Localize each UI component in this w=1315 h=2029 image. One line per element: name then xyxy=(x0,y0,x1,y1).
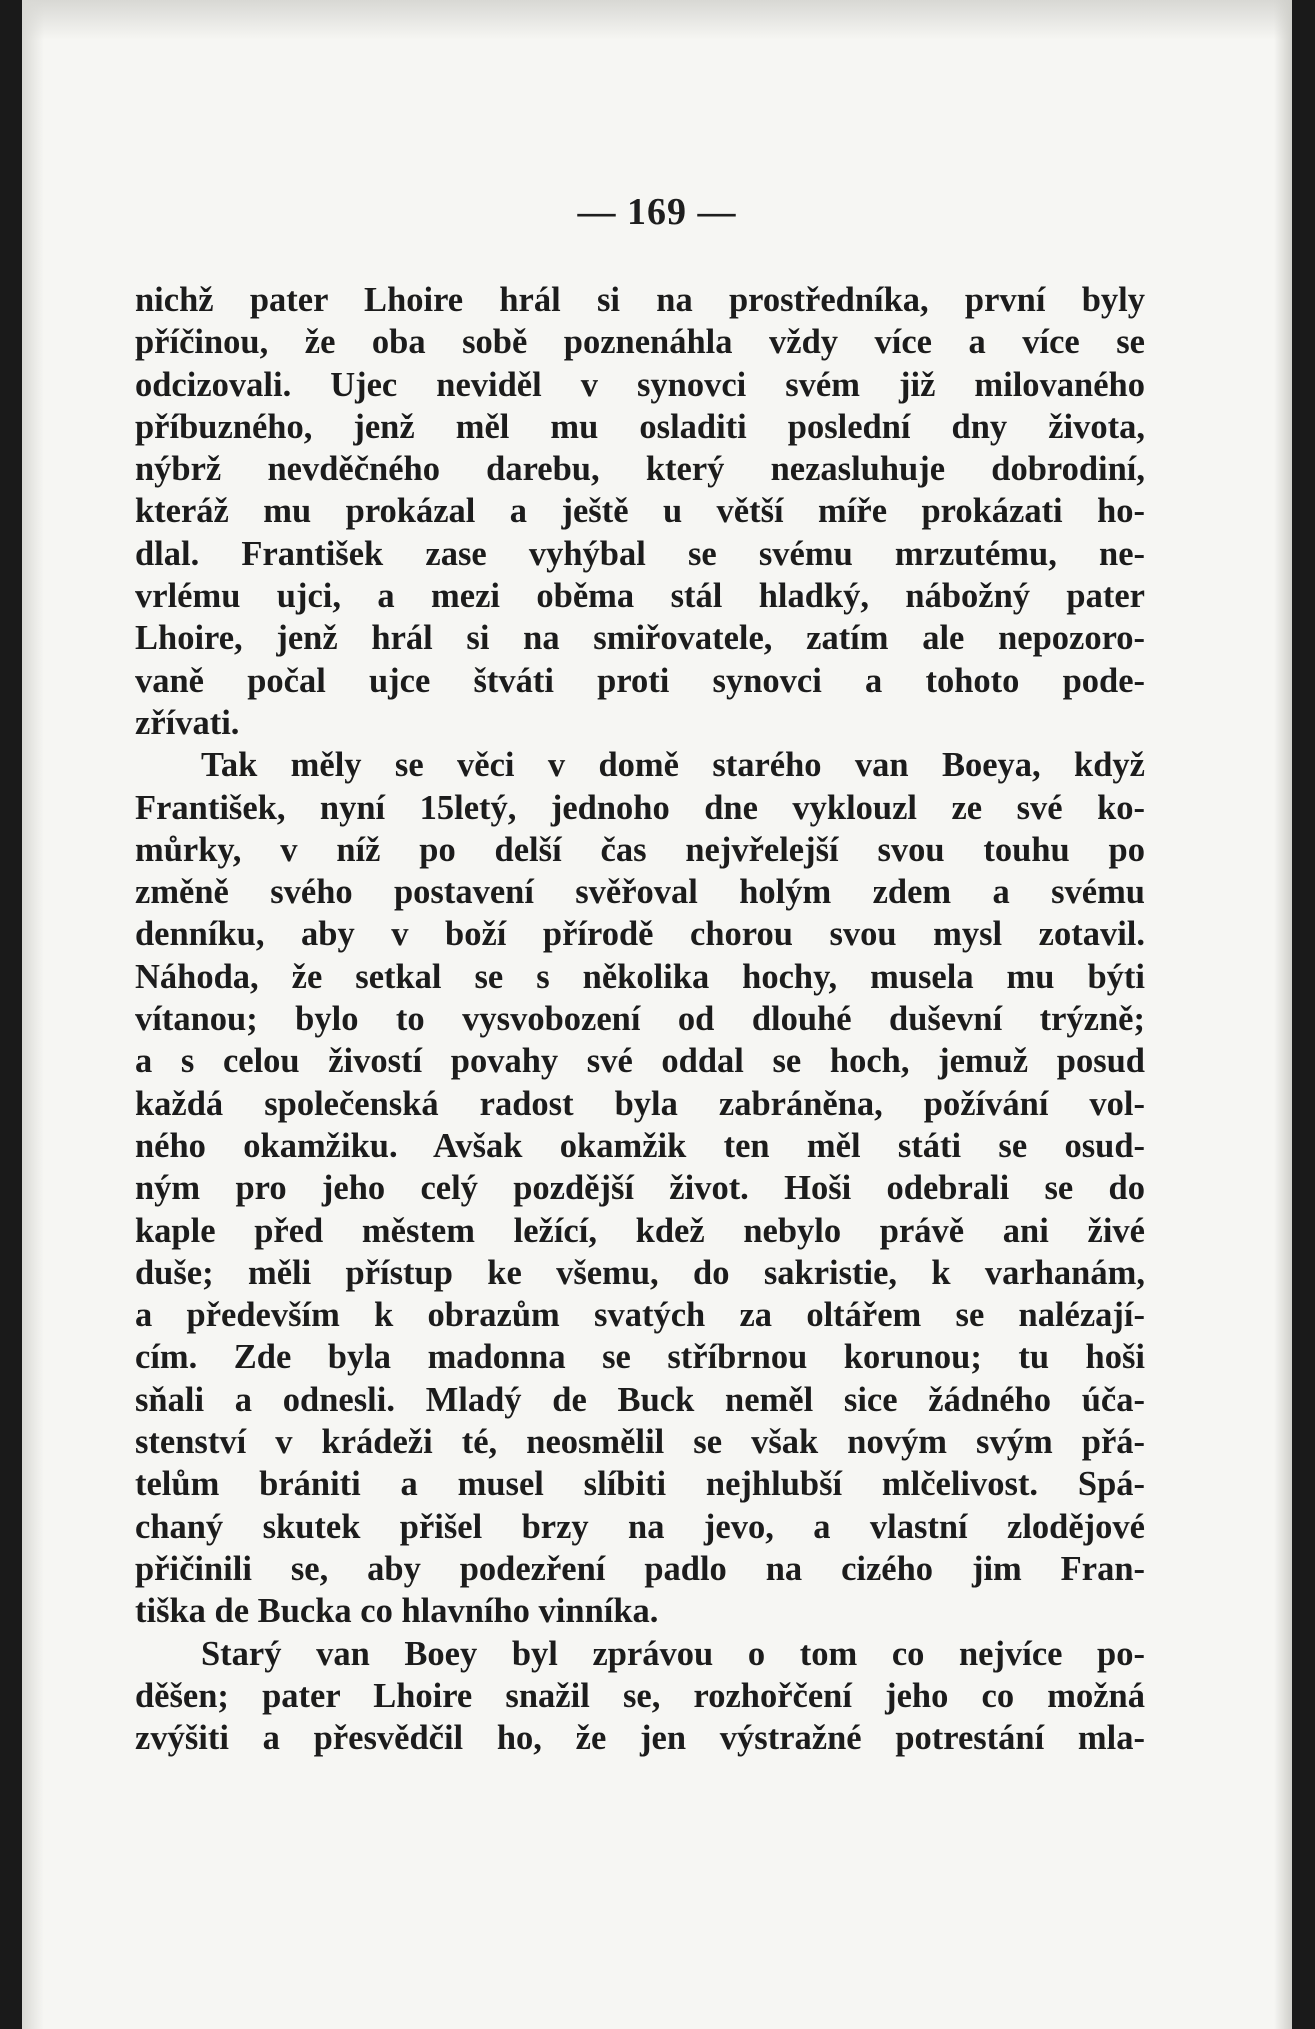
text-line: duše; měli přístup ke všemu, do sakristie, k varhanám, xyxy=(135,1253,1145,1292)
text-line: příčinou, že oba sobě poznenáhla vždy více a více se xyxy=(135,323,1145,362)
text-line: přičinili se, aby podezření padlo na cizého jim Fran- xyxy=(135,1549,1145,1588)
text-line: vaně počal ujce štváti proti synovci a tohoto pode- xyxy=(135,661,1145,700)
text-line: ného okamžiku. Avšak okamžik ten měl státi se osud- xyxy=(135,1126,1145,1165)
text-line: zvýšiti a přesvědčil ho, že jen výstražné potrestání mla- xyxy=(135,1719,1145,1758)
text-line: odcizovali. Ujec neviděl v synovci svém již milovaného xyxy=(135,365,1145,404)
text-line: a s celou živostí povahy své oddal se hoch, jemuž posud xyxy=(135,1042,1145,1081)
text-line: nichž pater Lhoire hrál si na prostředníka, první byly xyxy=(135,281,1145,319)
text-line: stenství v krádeži té, neosmělil se však novým svým přá- xyxy=(135,1423,1145,1462)
text-line: sňali a odnesli. Mladý de Buck neměl sice žádného úča- xyxy=(135,1380,1145,1419)
text-line: Náhoda, že setkal se s několika hochy, musela mu býti xyxy=(135,957,1145,996)
text-line: vítanou; bylo to vysvobození od dlouhé duševní trýzně; xyxy=(135,1000,1145,1039)
page-top-shadow xyxy=(22,0,1292,40)
text-line: chaný skutek přišel brzy na jevo, a vlastní zlodějové xyxy=(135,1507,1145,1546)
page-right-edge xyxy=(1274,0,1292,2029)
text-line: telům brániti a musel slíbiti nejhlubší mlčelivost. Spá- xyxy=(135,1465,1145,1504)
text-line: změně svého postavení svěřoval holým zdem a svému xyxy=(135,873,1145,912)
text-line: zřívati. xyxy=(135,703,240,742)
text-line: každá společenská radost byla zabráněna, požívání vol- xyxy=(135,1084,1145,1123)
text-line: František, nyní 15letý, jednoho dne vyklouzl ze své ko- xyxy=(135,788,1145,827)
text-line: děšen; pater Lhoire snažil se, rozhořčení jeho co možná xyxy=(135,1676,1145,1715)
text-line: Tak měly se věci v domě starého van Boeya, když xyxy=(201,746,1145,785)
text-line: vrlému ujci, a mezi oběma stál hladký, nábožný pater xyxy=(135,577,1145,616)
text-line: denníku, aby v boží přírodě chorou svou mysl zotavil. xyxy=(135,915,1145,954)
text-line: Starý van Boey byl zprávou o tom co nejvíce po- xyxy=(201,1634,1145,1673)
text-line: příbuzného, jenž měl mu osladiti poslední dny života, xyxy=(135,407,1145,446)
text-line: a především k obrazům svatých za oltářem se nalézají- xyxy=(135,1296,1145,1335)
body-text xyxy=(135,279,1145,1759)
page-number: — 169 — xyxy=(577,191,737,233)
text-line: můrky, v níž po delší čas nejvřelejší svou touhu po xyxy=(135,830,1145,869)
text-line: cím. Zde byla madonna se stříbrnou korunou; tu hoši xyxy=(135,1338,1145,1377)
book-page xyxy=(22,0,1292,2029)
text-line: Lhoire, jenž hrál si na smiřovatele, zatím ale nepozoro- xyxy=(135,619,1145,658)
text-line: dlal. František zase vyhýbal se svému mrzutému, ne- xyxy=(135,534,1145,573)
text-line: kteráž mu prokázal a ještě u větší míře prokázati ho- xyxy=(135,492,1145,531)
text-line: kaple před městem ležící, kdež nebylo právě ani živé xyxy=(135,1211,1145,1250)
page-left-shadow xyxy=(22,0,44,2029)
text-line: ným pro jeho celý pozdější život. Hoši odebrali se do xyxy=(135,1169,1145,1208)
text-line: nýbrž nevděčného darebu, který nezasluhuje dobrodiní, xyxy=(135,450,1145,489)
text-line: tiška de Bucka co hlavního vinníka. xyxy=(135,1592,659,1631)
